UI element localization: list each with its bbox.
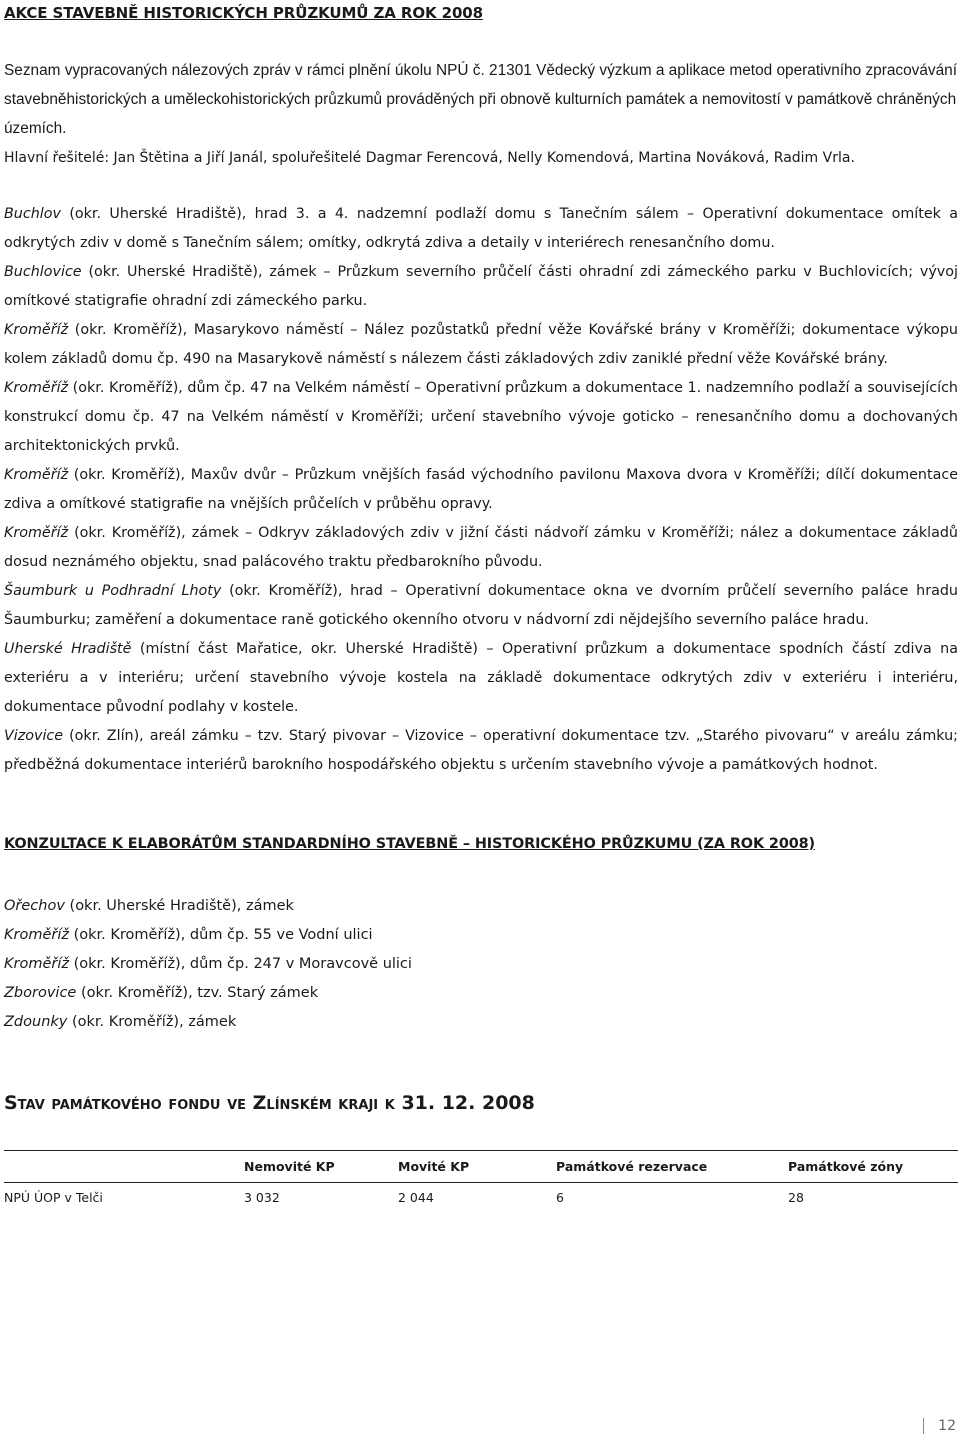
- section-heading-consultations: KONZULTACE K ELABORÁTŮM STANDARDNÍHO STAVEBNĚ – HISTORICKÉHO PRŮZKUMU (ZA ROK 2008): [4, 836, 816, 852]
- table-row: [4, 1183, 958, 1213]
- entry-text: (místní část Mařatice, okr. Uherské Hradiště) – Operativní průzkum a dokumentace spodních částí zdiva na exteriéru a v interiéru; určení stavebního vývoje kostela na základě dokumentace odkrytých zdiv v exteriéru i interiéru, dokumentace původní podlahy v kostele.: [4, 641, 958, 715]
- survey-entry: [4, 577, 958, 635]
- entry-text: (okr. Kroměříž), zámek: [67, 1014, 237, 1030]
- entry-text: (okr. Zlín), areál zámku – tzv. Starý pivovar – Vizovice – operativní dokumentace tzv. „Starého pivovaru“ v areálu zámku; předběžná dokumentace interiérů barokního hospodářského objektu s určením stavebního vývoje a památkových hodnot.: [4, 728, 958, 773]
- entry-text: (okr. Kroměříž), zámek – Odkryv základových zdiv v jižní části nádvoří zámku v Kroměříži; nález a dokumentace základů dosud neznámého objektu, snad palácového traktu předbarokního původu.: [4, 525, 958, 570]
- table-header-row: [4, 1151, 958, 1183]
- entry-text: (okr. Kroměříž), dům čp. 47 na Velkém náměstí – Operativní průzkum a dokumentace 1. nadzemního podlaží a souvisejících konstrukcí domu čp. 47 na Velkém náměstí v Kroměříži; určení stavebního vývoje goticko – renesančního domu a dochovaných architektonických prvků.: [4, 380, 958, 454]
- entry-text: (okr. Uherské Hradiště), zámek: [64, 898, 294, 914]
- entry-place: Uherské Hradiště: [4, 641, 132, 657]
- entry-place: Zdounky: [4, 1014, 68, 1030]
- entry-text: (okr. Kroměříž), dům čp. 55 ve Vodní ulici: [69, 927, 373, 943]
- column-header: [4, 1151, 244, 1183]
- entry-text: (okr. Kroměříž), dům čp. 247 v Moravcově ulici: [69, 956, 412, 972]
- entry-text: (okr. Kroměříž), hrad – Operativní dokumentace okna ve dvorním průčelí severního paláce hradu Šaumburku; zaměření a dokumentace raně gotického okenního otvoru v nádvorní zdi nějdejšího severního paláce hradu.: [4, 583, 958, 628]
- column-header: Nemovité KP: [244, 1159, 335, 1174]
- heritage-stats-table: [4, 1150, 958, 1213]
- entry-place: Kroměříž: [4, 322, 69, 338]
- heading-date: 31. 12. 2008: [401, 1092, 535, 1114]
- table-cell: NPÚ ÚOP v Telči: [4, 1190, 103, 1206]
- survey-entry: [4, 200, 958, 258]
- entry-place: Buchlov: [4, 206, 61, 222]
- survey-entries-list: [4, 200, 958, 780]
- survey-entry: [4, 519, 958, 577]
- survey-entry: [4, 722, 958, 780]
- section-heading-surveys: AKCE STAVEBNĚ HISTORICKÝCH PRŮZKUMŮ ZA ROK 2008: [4, 4, 483, 22]
- list-item: [4, 979, 958, 1008]
- entry-text: (okr. Kroměříž), Maxův dvůr – Průzkum vnějších fasád východního pavilonu Maxova dvora v Kroměříži; dílčí dokumentace zdiva a omítkové statigrafie na vnějších průčelích v průběhu opravy.: [4, 467, 958, 512]
- entry-text: (okr. Uherské Hradiště), hrad 3. a 4. nadzemní podlaží domu s Tanečním sálem – Operativní dokumentace omítek a odkrytých zdiv v domě s Tanečním sálem; omítky, odkrytá zdiva a detaily v interiérech renesančního domu.: [4, 206, 958, 251]
- list-item: [4, 892, 958, 921]
- survey-entry: [4, 374, 958, 461]
- entry-place: Vizovice: [4, 728, 64, 744]
- entry-text: (okr. Kroměříž), tzv. Starý zámek: [76, 985, 319, 1001]
- table-cell: 6: [556, 1190, 564, 1206]
- section-heading-heritage-stats: [4, 1092, 535, 1114]
- survey-entry: [4, 635, 958, 722]
- list-item: [4, 1008, 958, 1037]
- column-header: Památkové zóny: [788, 1159, 904, 1174]
- entry-place: Kroměříž: [4, 467, 69, 483]
- consultation-list: [4, 892, 958, 1037]
- intro-paragraph: Seznam vypracovaných nálezových zpráv v rámci plnění úkolu NPÚ č. 21301 Vědecký výzkum a aplikace metod operativního zpracovávání stavebněhistorických a uměleckohistorických průzkumů prováděných při obnově kulturních památek a nemovitostí v památkově chráněných územích.: [4, 62, 957, 137]
- researchers-paragraph: Hlavní řešitelé: Jan Štětina a Jiří Janál, spoluřešitelé Dagmar Ferencová, Nelly Komendová, Martina Nováková, Radim Vrla.: [4, 150, 855, 166]
- survey-entry: [4, 258, 958, 316]
- survey-entry: [4, 461, 958, 519]
- heading-text: Stav památkového fondu ve Zlínském kraji k: [4, 1092, 402, 1114]
- column-header: Movité KP: [398, 1159, 470, 1174]
- entry-place: Zborovice: [4, 985, 77, 1001]
- table-cell: 28: [788, 1190, 804, 1206]
- page-number: 12: [923, 1418, 956, 1434]
- entry-place: Kroměříž: [4, 956, 69, 972]
- entry-place: Buchlovice: [4, 264, 82, 280]
- column-header: Památkové rezervace: [556, 1159, 708, 1174]
- list-item: [4, 950, 958, 979]
- entry-place: Šaumburk u Podhradní Lhoty: [4, 583, 222, 599]
- table-cell: 2 044: [398, 1190, 434, 1206]
- survey-entry: [4, 316, 958, 374]
- entry-place: Kroměříž: [4, 380, 69, 396]
- entry-place: Kroměříž: [4, 525, 69, 541]
- entry-text: (okr. Kroměříž), Masarykovo náměstí – Nález pozůstatků přední věže Kovářské brány v Kroměříži; dokumentace výkopu kolem základů domu čp. 490 na Masarykově náměstí s nálezem části základových zdiv zaniklé přední věže Kovářské brány.: [4, 322, 958, 367]
- entry-text: (okr. Uherské Hradiště), zámek – Průzkum severního průčelí části ohradní zdi zámeckého parku v Buchlovicích; vývoj omítkové statigrafie ohradní zdi zámeckého parku.: [4, 264, 958, 309]
- entry-place: Ořechov: [4, 898, 65, 914]
- list-item: [4, 921, 958, 950]
- table-cell: 3 032: [244, 1190, 280, 1206]
- entry-place: Kroměříž: [4, 927, 69, 943]
